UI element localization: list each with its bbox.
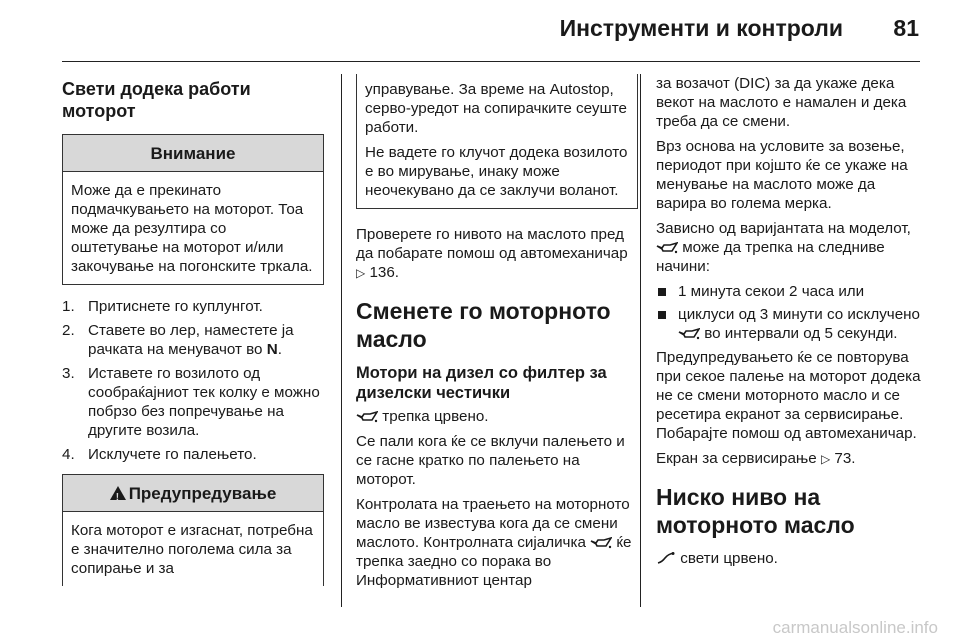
header-rule: [62, 61, 920, 62]
section-heading: Свети додека работи моторот: [62, 79, 251, 121]
subheading-low-oil: Ниско ниво на моторното масло: [656, 484, 855, 538]
list-item: 1 минута секои 2 часа или: [656, 282, 921, 301]
steps-list: [62, 297, 324, 464]
list-item: 1. Притиснете го куплунгот.: [62, 298, 263, 315]
column-divider-1: [341, 74, 342, 607]
list-item: 3. Иставете го возилото од сообраќајниот тек колку е можно побрзо без попречување на другите возила.: [62, 365, 320, 439]
reference-arrow-icon: ▷: [820, 452, 831, 466]
column-3: за возачот (DIC) за да укаже дека векот на маслото е намален и дека треба да се смени. Врз основа на условите за возење, периодот при којшто ќе се укаже на менување на маслото може да варира во голема мерка. Зависно од варијантата на моделот, може да трепка на следниве начини: 1 минута секои 2 часа или циклуси од 3 минути со исклучено во интервали од 5 секунди. Предупредувањето ќе се повторува при секое палење на моторот додека не се смени моторното масло и се ресетира екранот за сервисирање. Побарајте помош од автомеханичар. Екран за сервисирање ▷ 73. Ниско ниво на моторното масло свети црвено.: [656, 75, 921, 567]
subheading-change-oil: Сменете го моторното масло: [356, 298, 611, 352]
page-header: [0, 0, 960, 62]
warning-triangle-icon: [110, 486, 126, 500]
subheading-diesel: Мотори на дизел со филтер за дизелски честички: [356, 364, 607, 402]
list-item: циклуси од 3 минути со исклучено во интервали од 5 секунди.: [656, 305, 921, 343]
list-item: 2. Ставете во лер, наместете ја рачката на менувачот во N.: [62, 322, 294, 358]
warning-text: Кога моторот е изгаснат, потребна е значително поголема сила за сопирање и за: [71, 522, 313, 577]
oil-can-icon: [590, 537, 612, 549]
column-1: [62, 74, 324, 598]
header-title: Инструменти и контроли: [559, 15, 843, 41]
oil-can-icon: [356, 411, 378, 423]
oil-level-icon: [656, 551, 676, 565]
notice-box: [62, 134, 324, 285]
watermark: carmanualsonline.info: [772, 618, 938, 637]
bullet-list: [656, 282, 921, 343]
warning-title: !Предупредување: [63, 475, 323, 512]
oil-can-icon: [678, 328, 700, 340]
page-number: 81: [893, 15, 919, 41]
oil-can-icon: [656, 242, 678, 254]
notice-text: Може да е прекинато подмачкувањето на моторот. Тоа може да резултира со оштетување на моторот и/или закочување на погонските тркала.: [71, 182, 313, 275]
column-2: управување. За време на Autostop, серво-уредот на сопирачките сеуште работи. Не вадете го клучот додека возилото е во мирување, инаку може неочекувано да се заклучи воланот. Проверете го нивото на маслото пред да побарате помош од автомеханичар ▷ 136. Сменете го моторното масло Мотори на дизел со филтер за дизелски честички трепка црвено. Се пали кога ќе се вклучи палењето и се гасне кратко по палењето на моторот. Контролата на траењето на моторното масло ве известува кога да се смени маслото. Контролната сијаличка ќе трепка заедно со порака во Информативниот центар: [356, 74, 638, 596]
check-paragraph: Проверете го нивото на маслото пред да побарате помош од автомеханичар ▷ 136.: [356, 226, 628, 281]
list-item: 4. Исклучете го палењето.: [62, 446, 257, 463]
column-divider-2: [640, 74, 641, 607]
warning-box-continued: управување. За време на Autostop, серво-уредот на сопирачките сеуште работи. Не вадете го клучот додека возилото е во мирување, инаку може неочекувано да се заклучи воланот.: [356, 74, 638, 209]
warning-box: [62, 474, 324, 586]
reference-arrow-icon: ▷: [356, 266, 366, 280]
notice-title: Внимание: [63, 135, 323, 172]
